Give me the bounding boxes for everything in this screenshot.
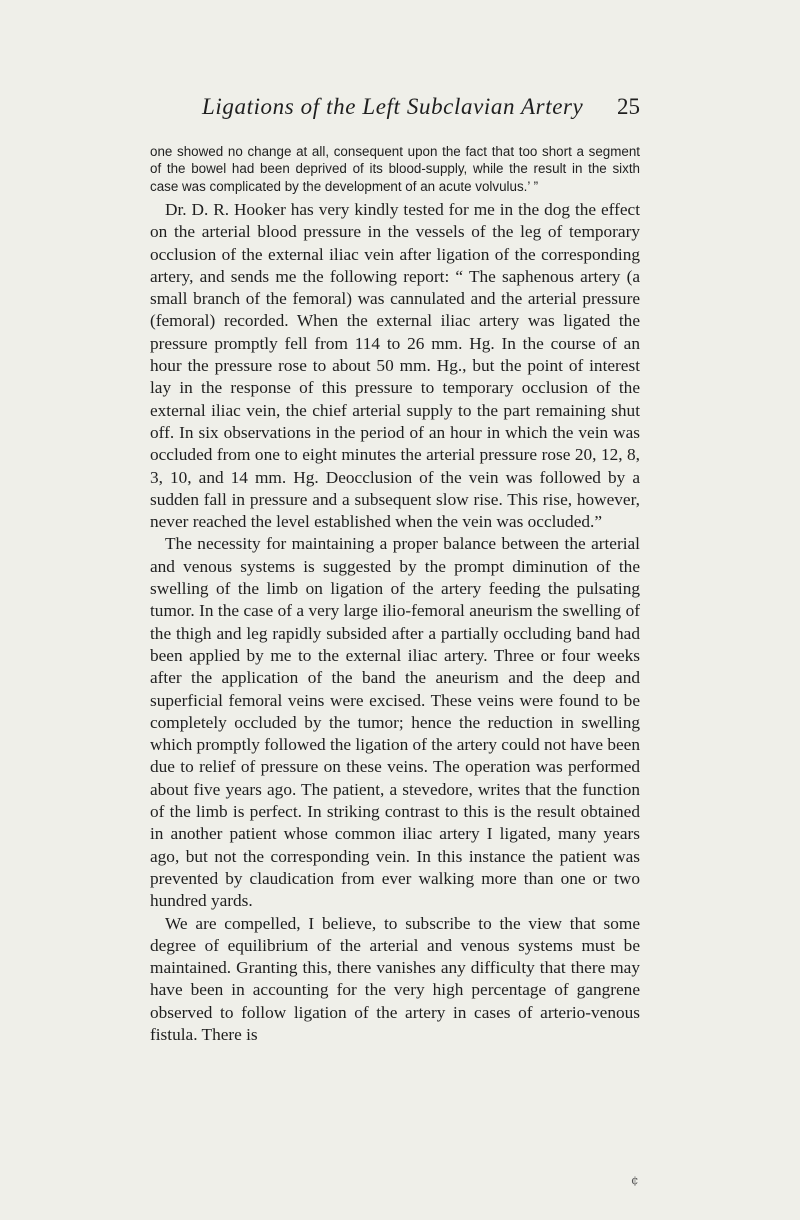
printer-mark: ¢ <box>631 1173 639 1187</box>
page-number: 25 <box>617 94 640 119</box>
paragraph-balance: The necessity for maintaining a proper balance between the arterial and venous systems is suggested by the prompt diminution of the swelling of the limb on ligation of the artery feeding the pulsating tumor. In the case of a very large ilio-femoral aneurism the swelling of the thigh and leg rapidly subsided after a partially occluding band had been applied by me to the external iliac artery. Three or four weeks after the application of the band the aneurism and the deep and superficial femoral veins were excised. These veins were found to be completely occluded by the tumor; hence the reduction in swelling which promptly followed the ligation of the artery could not have been due to relief of pressure on these veins. The operation was performed about five years ago. The patient, a stevedore, writes that the function of the limb is perfect. In striking contrast to this is the result obtained in another patient whose common iliac artery I ligated, many years ago, but not the corresponding vein. In this instance the patient was prevented by claudication from ever walking more than one or two hundred yards. <box>150 534 640 911</box>
paragraph-hooker-report: Dr. D. R. Hooker has very kindly tested for me in the dog the effect on the arterial blood pressure in the vessels of the leg of temporary occlusion of the external iliac vein after ligation of the corresponding artery, and sends me the following report: “ The saphenous artery (a small branch of the femoral) was cannulated and the arterial pressure (femoral) recorded. When the external iliac artery was ligated the pressure promptly fell from 114 to 26 mm. Hg. In the course of an hour the pressure rose to about 50 mm. Hg., but the point of interest lay in the response of this pressure to temporary occlusion of the external iliac vein, the chief arterial supply to the part remaining shut off. In six observations in the period of an hour in which the vein was occluded from one to eight minutes the arterial pressure rose 20, 12, 8, 3, 10, and 14 mm. Hg. Deocclusion of the vein was followed by a sudden fall in pressure and a subsequent slow rise. This rise, however, never reached the level established when the vein was occluded.” <box>150 200 640 532</box>
body-text <box>150 199 640 1046</box>
paragraph-equilibrium: We are compelled, I believe, to subscribe to the view that some degree of equilibrium of the arterial and venous systems must be maintained. Granting this, there vanishes any difficulty that there may have been in accounting for the very high percentage of gangrene observed to follow ligation of the artery in cases of arterio-venous fistula. There is <box>150 913 640 1044</box>
running-header <box>150 90 640 126</box>
quoted-lead-paragraph: one showed no change at all, consequent upon the fact that too short a segment of the bowel had been deprived of its blood-supply, while the result in the sixth case was complicated by the development of an acute volvulus.’ ” <box>150 144 640 194</box>
running-title: Ligations of the Left Subclavian Artery <box>202 94 584 119</box>
